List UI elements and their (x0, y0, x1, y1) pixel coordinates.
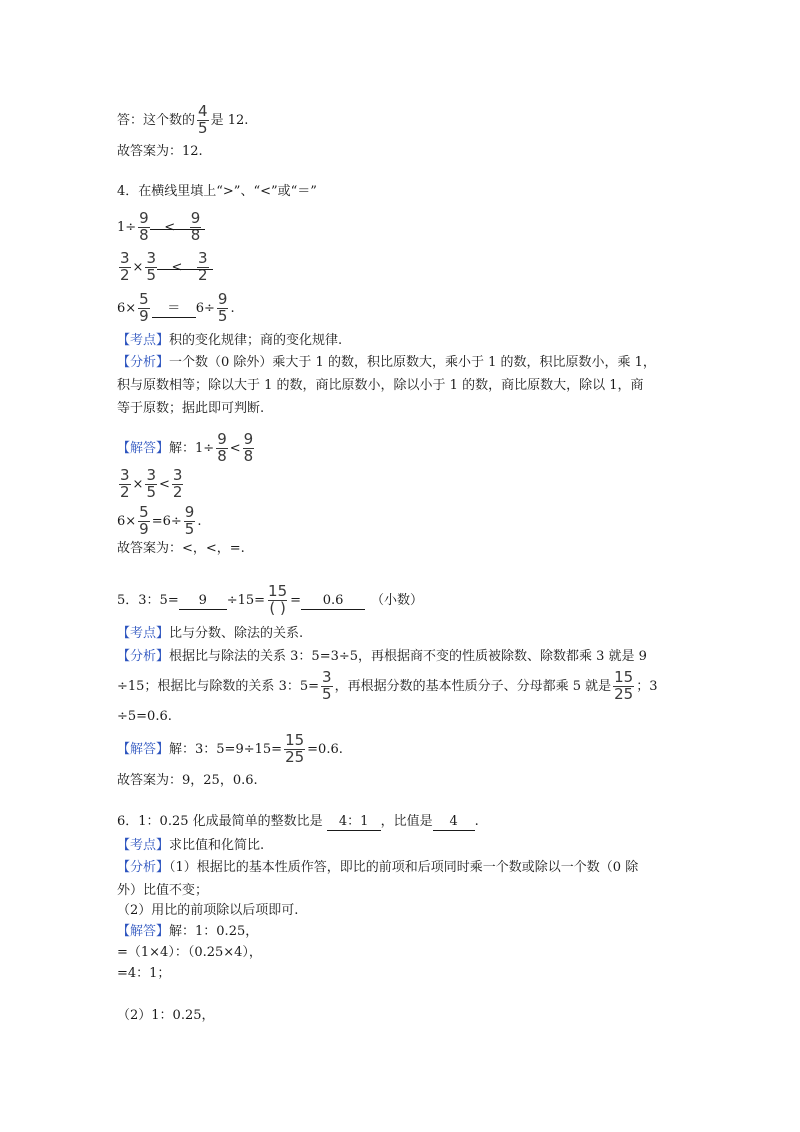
answer-blank: 0.6 (301, 594, 365, 610)
q5-title: 5．3：5= 9 ÷15= $\frac{15}{( )}$ = 0.6 （小数） (117, 582, 424, 617)
answer-blank: < $\frac{9}{8}$ (152, 211, 204, 244)
fraction: $\frac{9}{8}$ (139, 209, 149, 244)
q4-fenxi: 【分析】一个数（0 除外）乘大于 1 的数，积比原数大，乘小于 1 的数，积比原数小，乘 1， (117, 355, 656, 370)
fraction: $\frac{3}{5}$ (146, 249, 156, 284)
answer-blank: 9 (179, 594, 227, 610)
q4-expr-3: 6× $\frac{5}{9}$ ＝ 6÷ $\frac{9}{5}$ . (117, 290, 235, 325)
fraction: $\frac{4}{5}$ (198, 102, 208, 137)
q4-fenxi-2: 积与原数相等；除以大于 1 的数，商比原数小，除以小于 1 的数，商比原数大，除以 1，商 (117, 378, 644, 393)
q4-expr-2: $\frac{3}{2}$ × $\frac{3}{5}$ < $\frac{3}{2}$ (117, 251, 211, 284)
q6-jieda-3: =4：1； (117, 966, 171, 981)
q5-fenxi-2: ÷15；根据比与除数的关系 3：5= $\frac{3}{5}$ ，再根据分数的基本性质分子、分母都乘 5 就是 $\frac{15}{25}$ ；3 (117, 668, 658, 703)
answer-blank: 4：1 (327, 815, 381, 831)
answer-blank: < $\frac{3}{2}$ (159, 251, 211, 284)
prev-answer-line (117, 104, 248, 137)
fenxi-tag: 【分析】 (117, 649, 170, 664)
fraction: $\frac{9}{8}$ (217, 430, 227, 465)
q4-fenxi-3: 等于原数；据此即可判断. (117, 401, 265, 416)
kaodian-tag: 【考点】 (117, 626, 170, 641)
fraction: $\frac{5}{9}$ (139, 503, 149, 538)
q5-answer: 故答案为：9，25，0.6. (117, 773, 258, 788)
fraction: $\frac{9}{8}$ (190, 209, 201, 244)
q4-kaodian: 【考点】积的变化规律；商的变化规律. (117, 333, 343, 348)
q4-solution-3: 6× $\frac{5}{9}$ =6÷ $\frac{9}{5}$ . (117, 503, 202, 538)
fraction: $\frac{15}{25}$ (614, 668, 634, 703)
answer-blank: ＝ (152, 302, 196, 318)
fraction: $\frac{3}{2}$ (120, 249, 130, 284)
q6-fenxi: 【分析】（1）根据比的基本性质作答，即比的前项和后项同时乘一个数或除以一个数（0 除 (117, 860, 639, 875)
q4-solution-2: $\frac{3}{2}$ × $\frac{3}{5}$ < $\frac{3}{2}$ (120, 466, 183, 501)
q4-title: 4．在横线里填上“>”、“<”或“＝” (117, 184, 317, 199)
q6-kaodian: 【考点】求比值和化简比. (117, 838, 265, 853)
q6-fenxi-3: （2）用比的前项除以后项即可. (117, 903, 299, 918)
fraction: $\frac{9}{5}$ (217, 290, 228, 325)
q4-expr-1: 1÷ $\frac{9}{8}$ < $\frac{9}{8}$ (117, 211, 203, 244)
q6-title: 6．1：0.25 化成最简单的整数比是 4：1 ，比值是 4 . (117, 814, 479, 829)
q5-fenxi-3: ÷5=0.6. (117, 709, 172, 724)
q5-fenxi: 【分析】根据比与除法的关系 3：5=3÷5，再根据商不变的性质被除数、除数都乘 3 就是 9 (117, 649, 647, 664)
fenxi-tag: 【分析】 (117, 355, 170, 370)
q6-jieda-4: （2）1：0.25， (117, 1008, 215, 1023)
kaodian-tag: 【考点】 (117, 333, 170, 348)
fenxi-tag: 【分析】 (117, 860, 170, 875)
q4-jieda: 【解答】解：1÷ $\frac{9}{8}$ < $\frac{9}{8}$ (117, 430, 254, 465)
prev-answer-text: 答：这个数的 (117, 112, 196, 128)
fraction: $\frac{3}{2}$ (198, 249, 208, 284)
jieda-tag: 【解答】 (117, 741, 170, 757)
jieda-tag: 【解答】 (117, 924, 170, 939)
prev-answer-text: 是 12. (210, 112, 249, 128)
fraction: $\frac{3}{5}$ (146, 466, 156, 501)
q4-answer: 故答案为：<，<，=. (117, 541, 245, 556)
fraction: $\frac{3}{5}$ (322, 668, 332, 703)
q6-jieda-2: =（1×4）：（0.25×4）， (117, 945, 262, 960)
fraction: $\frac{9}{5}$ (184, 503, 195, 538)
prev-answer-final: 故答案为：12. (117, 144, 203, 159)
q5-jieda: 【解答】解：3：5=9÷15= $\frac{15}{25}$ =0.6. (117, 731, 343, 766)
q5-kaodian: 【考点】比与分数、除法的关系. (117, 626, 304, 641)
fraction: $\frac{15}{( )}$ (268, 582, 288, 617)
kaodian-tag: 【考点】 (117, 838, 170, 853)
fraction: $\frac{15}{25}$ (285, 731, 305, 766)
q6-fenxi-2: 外）比值不变； (117, 883, 209, 898)
fraction: $\frac{9}{8}$ (243, 430, 254, 465)
q6-jieda: 【解答】解：1：0.25， (117, 924, 259, 939)
fraction: $\frac{5}{9}$ (139, 290, 149, 325)
fraction: $\frac{3}{2}$ (120, 466, 130, 501)
fraction: $\frac{3}{2}$ (172, 466, 183, 501)
answer-blank: 4 (433, 815, 475, 831)
jieda-tag: 【解答】 (117, 440, 170, 456)
